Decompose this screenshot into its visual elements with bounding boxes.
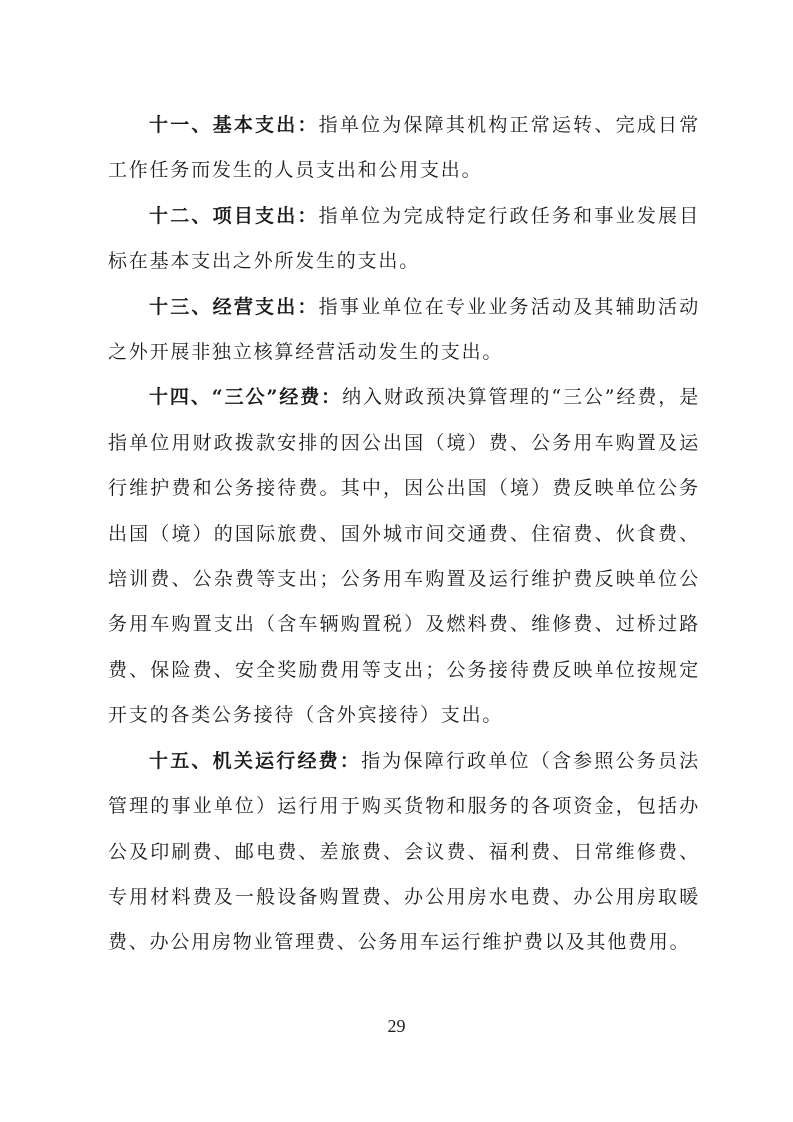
definition-term: 十一、基本支出： bbox=[149, 114, 319, 136]
definition-paragraph-agency-operating-funds bbox=[108, 739, 700, 966]
definition-paragraph-three-public-expenses bbox=[108, 375, 700, 738]
definition-paragraph-basic-expenditure bbox=[108, 103, 700, 194]
definition-text: 指事业单位在专业业务活动及其辅助活动之外开展非独立核算经营活动发生的支出。 bbox=[108, 295, 701, 364]
definition-text: 指为保障行政单位（含参照公务员法管理的事业单位）运行用于购买货物和服务的各项资金，包括办公及印刷费、邮电费、差旅费、会议费、福利费、日常维修费、专用材料费及一般设备购置费、办公用房水电费、办公用房取暖费、办公用房物业管理费、公务用车运行维护费以及其他费用。 bbox=[108, 749, 700, 954]
definition-text: 指单位为保障其机构正常运转、完成日常工作任务而发生的人员支出和公用支出。 bbox=[108, 114, 701, 182]
definition-term: 十三、经营支出： bbox=[149, 295, 319, 318]
definition-term: 十五、机关运行经费： bbox=[149, 749, 362, 772]
definition-term: 十四、“三公”经费： bbox=[149, 386, 343, 409]
document-body bbox=[108, 103, 700, 966]
definition-text: 纳入财政预决算管理的“三公”经费，是指单位用财政拨款安排的因公出国（境）费、公务用车购置及运行维护费和公务接待费。其中，因公出国（境）费反映单位公务出国（境）的国际旅费、国外城市间交通费、住宿费、伙食费、培训费、公杂费等支出；公务用车购置及运行维护费反映单位公务用车购置支出（含车辆购置税）及燃料费、维修费、过桥过路费、保险费、安全奖励费用等支出；公务接待费反映单位按规定开支的各类公务接待（含外宾接待）支出。 bbox=[108, 386, 701, 727]
definition-text: 指单位为完成特定行政任务和事业发展目标在基本支出之外所发生的支出。 bbox=[108, 204, 701, 273]
definition-paragraph-project-expenditure bbox=[108, 194, 700, 285]
definition-paragraph-operating-expenditure bbox=[108, 285, 700, 376]
page-number: 29 bbox=[387, 1016, 406, 1036]
definition-term: 十二、项目支出： bbox=[149, 204, 319, 227]
